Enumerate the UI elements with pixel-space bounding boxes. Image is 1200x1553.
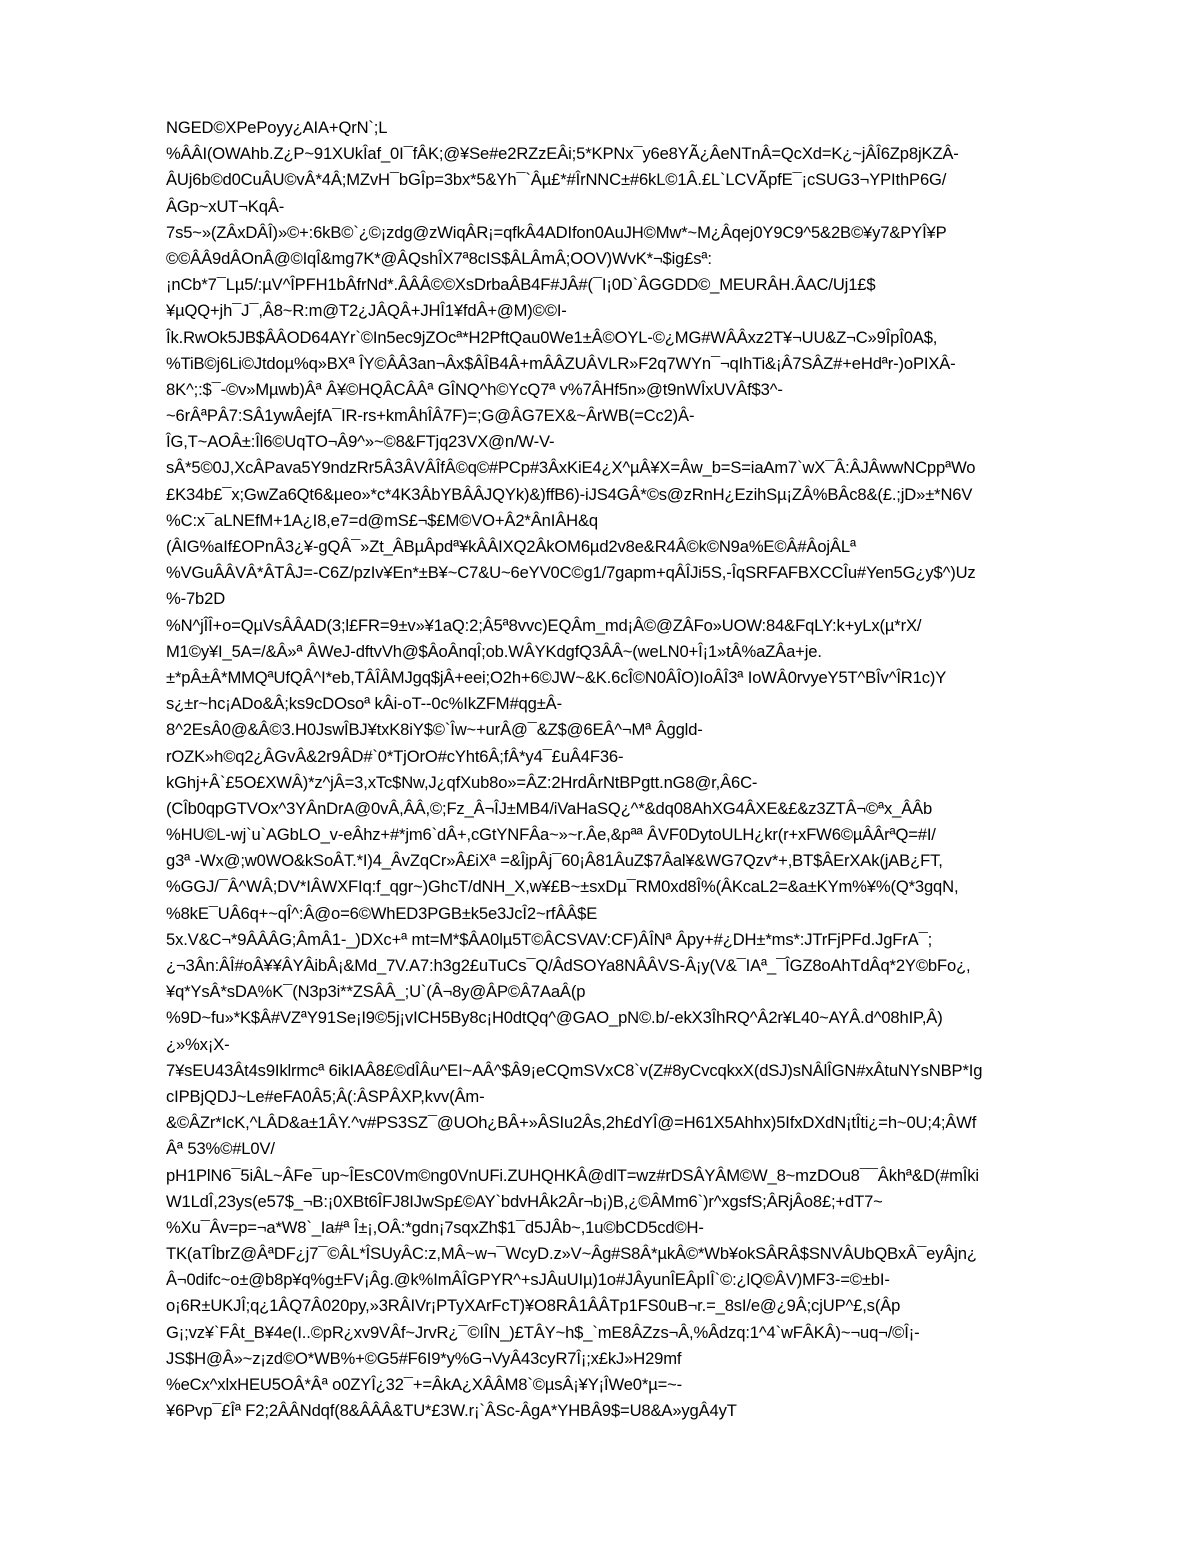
text-line: %-7b2D bbox=[166, 589, 226, 609]
text-line: %HU©L-wj`u`AGbLO_v-eÂhz+#*jm6`dÂ+,cGtYNFÂa~»~r.Âe,&pªª ÂVF0DytoULH¿kr(r+xFW6©µÂÂrªQ=#I/ bbox=[166, 825, 936, 845]
text-line: NGED©XPePoyy¿AIA+QrN`;L bbox=[166, 118, 388, 137]
text-line: Â¬0difc~o±@b8p¥q%g±FV¡Âg.@k%ImÂÎGPYR^+sJÂuUIµ)1o#JÂyunÎEÂpIÎ`©:¿lQ©ÂV)MF3-=©±bI- bbox=[166, 1270, 890, 1290]
text-line: M1©y¥I_5A=/&Â»ª ÂWeJ-dftvVh@$ÂoÂnqÎ;ob.WÂYKdgfQ3ÂÂ~(weLN0+Î¡1»tÂ%aZÂa+je. bbox=[166, 641, 822, 661]
text-line: ©©ÂÂ9dÂOnÂ@©IqÎ&mg7K*@ÂQshÎX7ª8cIS$ÂLÂmÂ;OOV)WvK*¬$ig£sª: bbox=[166, 248, 712, 268]
text-line: ÂUj6b©d0CuÂU©vÂ*4Â;MZvH¯bGÎp=3bx*5&Yh¯`Âµ£*#ÎrNNC±#6kL©1Â.£L`LCVÃpfE¯¡cSUG3¬YPIthP6G/ bbox=[166, 170, 947, 190]
text-line: JS$H@Â»~z¡zd©O*WB%+©G5#F6I9*y%G¬VyÂ43cyR7Î¡;x£kJ»H29mf bbox=[166, 1348, 682, 1368]
text-line: o¡6R±UKJÎ;q¿1ÂQ7Â020py,»3RÂIVr¡PTyXArFcT)¥O8RÂ1ÂÂTp1FS0uB¬r.=_8sI/e@¿9Â;cjUP^£,s(Âp bbox=[166, 1296, 901, 1316]
text-line: %VGuÂÂVÂ*ÂTÂJ=-C6Z/pzIv¥En*±B¥~C7&U~6eYV0C©g1/7gapm+qÂÎJi5S,-ÎqSRFAFBXCCÎu#Yen5G¿y$^)Uz bbox=[166, 563, 976, 583]
text-line: £K34b£¯x;GwZa6Qt6&µeo»*c*4K3ÂbYBÂÂJQYk)&)ffB6)-iJS4GÂ*©s@zRnH¿EzihSµ¡ZÂ%BÂc8&(£.;jD»±*N6V bbox=[166, 484, 973, 504]
text-line: %TiB©j6Li©Jtdoµ%q»BXª ÎY©ÂÂ3an¬Âx$ÂÎB4Â+mÂÂZUÂVLR»F2q7WYn¯¬qIhTi&¡Â7SÂZ#+eHdªr-)oPIXÂ- bbox=[166, 353, 956, 373]
text-line: W1LdÎ,23ys(e57$_¬B:¡0XBt6ÎFJ8IJwSp£©AY`bdvHÂk2Âr¬b¡)B,¿©ÂMm6`)r^xgsfS;ÂRjÂo8£;+dT7~ bbox=[166, 1191, 883, 1211]
text-line: s¿±r~hc¡ADo&Â;ks9cDOsoª kÂi-oT--0c%IkZFM#qg±Â- bbox=[166, 694, 562, 714]
document-body-text bbox=[166, 115, 1126, 1424]
text-line: g3ª -Wx@;w0WO&kSoÂT.*I)4_ÂvZqCr»Â£iXª =&ÎjpÂj¯60¡Â81ÂuZ$7Âal¥&WG7Qzv*+,BT$ÂErXAk(jAB¿FT, bbox=[166, 851, 943, 871]
text-line: (CÎb0qpGTVOx^3YÂnDrA@0vÂ,ÂÂ,©;Fz_Â¬ÎJ±MB4/iVaHaSQ¿^*&dq08AhXG4ÂXE&£&z3ZTÂ¬©ªx_ÂÂb bbox=[166, 798, 933, 818]
text-line: 8^2EsÂ0@&Â©3.H0JswÎBJ¥txK8iY$©`Îw~+urÂ@¯&Z$@6EÂ^¬Mª Âggld- bbox=[166, 720, 703, 740]
text-line: G¡;vz¥`FÂt_B¥4e(I..©pR¿xv9VÂf~JrvR¿¯©IÎN_)£TÂY~h$_`mE8ÂZzs¬Â,%Âdzq:1^4`wFÂKÂ)~¬uq¬/©Î¡- bbox=[166, 1322, 920, 1342]
text-line: %eCx^xlxHEU5OÂ*Âª o0ZYÎ¿32¯+=ÂkA¿XÂÂM8`©µsÂ¡¥Y¡ÎWe0*µ=~- bbox=[166, 1375, 683, 1394]
text-line: ~6rÂªPÂ7:SÂ1ywÂejfA¯IR-rs+kmÂhÎÂ7F)=;G@ÂG7EX&~ÂrWB(=Cc2)Â- bbox=[166, 406, 695, 426]
text-line: ¥q*YsÂ*sDA%K¯(N3p3i**ZSÂÂ_;U`(Â¬8y@ÂP©Â7AaÂ(p bbox=[166, 982, 586, 1002]
text-line: ¥µQQ+jh¯J¯,Â8~R:m@T2¿JÂQÂ+JHÎ1¥fdÂ+@M)©©I- bbox=[166, 301, 567, 321]
text-line: 7s5~»(ZÂxDÂÎ)»©+:6kB©`¿©¡zdg@zWiqÂR¡=qfkÂ4ADIfon0AuJH©Mw*~M¿Âqej0Y9C9^5&2B©¥y7&PYÎ¥P bbox=[166, 222, 947, 242]
text-line: ÂGp~xUT¬KqÂ- bbox=[166, 196, 285, 216]
text-line: cIPBjQDJ~Le#eFA0Â5;Â(:ÂSPÂXP,kvv(Âm- bbox=[166, 1086, 485, 1106]
text-line: %9D~fu»*K$Â#VZªY91Se¡I9©5j¡vICH5By8c¡H0dtQq^@GAO_pN©.b/-ekX3ÎhRQ^Â2r¥L40~AYÂ.d^08hIP,Â) bbox=[166, 1008, 943, 1028]
text-line: ¿¬3Ân:ÂÎ#oÂ¥¥ÂYÂibÂ¡&Md_7V.A7:h3g2£uTuCs¯Q/ÂdSOYa8NÂÂVS-Â¡y(V&¯IAª_¯ÎGZ8oAhTdÂq*2Y©bFo¿, bbox=[166, 956, 971, 975]
text-line: Âª 53%©#L0V/ bbox=[166, 1139, 275, 1159]
text-line: pH1PlN6¯5iÂL~ÂFe¯up~ÎEsC0Vm©ng0VnUFi.ZUHQHKÂ@dlT=wz#rDSÂYÂM©W_8~mzDOu8¯¯Âkhª&D(#mÎki bbox=[166, 1165, 979, 1185]
text-line: sÂ*5©0J,XcÂPava5Y9ndzRr5Â3ÂVÂÎfÂ©q©#PCp#3ÂxKiE4¿X^µÂ¥X=Âw_b=S=iaAm7`wX¯Â:ÂJÂwwNCppªWo bbox=[166, 458, 976, 478]
text-line: kGhj+Â`£5O£XWÂ)*z^jÂ=3,xTc$Nw,J¿qfXub8o»=ÂZ:2HrdÂrNtBPgtt.nG8@r,Â6C- bbox=[166, 772, 758, 792]
text-line: &©ÂZr*IcK,^LÂD&a±1ÂY.^v#PS3SZ¯@UOh¿BÂ+»ÂSIu2Âs,2h£dYÎ@=H61X5Ahhx)5IfxDXdN¡tÎti¿=h~0U;4;ÂWf bbox=[166, 1113, 977, 1133]
text-line: ÎG,T~AOÂ±:Îl6©UqTO¬Â9^»~©8&FTjq23VX@n/W-V- bbox=[166, 432, 555, 452]
text-line: Îk.RwOk5JB$ÂÂOD64AYr`©In5ec9jZOcª*H2PftQau0We1±Â©OYL-©¿MG#WÂÂxz2T¥¬UU&Z¬C»9ÎpÎ0A$, bbox=[166, 327, 938, 347]
text-line: ¥6Pvp¯£Îª F2;2ÂÂNdqf(8&ÂÂÂ&TU*£3W.r¡`ÂSc-ÂgA*YHBÂ9$=U8&A»ygÂ4yT bbox=[166, 1401, 737, 1421]
text-line: (ÂIG%aIf£OPnÂ3¿¥-gQÂ¯»Zt_ÂBµÂpdª¥kÂÂIXQ2ÂkOM6µd2v8e&R4Â©k©N9a%E©Â#ÂojÂLª bbox=[166, 537, 856, 556]
text-line: %ÂÂI(OWAhb.Z¿P~91XUkÎaf_0I¯fÂK;@¥Se#e2RZzEÂi;5*KPNx¯y6e8YÃ¿ÂeNTnÂ=QcXd=K¿~jÂÎ6Zp8jKZÂ- bbox=[166, 144, 959, 164]
text-line: %N^jÎÎ+o=QµVsÂÂAD(3;l£FR=9±v»¥1aQ:2;Â5ª8vvc)EQÂm_md¡Â©@ZÂFo»UOW:84&FqLY:k+yLx(µ*rX/ bbox=[166, 615, 922, 635]
text-line: ¡nCb*7¯Lµ5/:µV^ÎPFH1bÂfrNd*.ÂÂÂ©©XsDrbaÂB4F#JÂ#(¯I¡0D`ÂGGDD©_MEURÂH.ÂAC/Uj1£$ bbox=[166, 275, 876, 295]
text-line: ±*pÂ±Â*MMQªUfQÂ^I*eb,TÂÎÂMJgq$jÂ+eei;O2h+6©JW~&K.6cÎ©N0ÂÎO)IoÂÎ3ª IoWÂ0rvyeY5T^BÎv^ÎR1c)Y bbox=[166, 667, 947, 687]
text-line: 5x.V&C¬*9ÂÂÂG;ÂmÂ1-_)DXc+ª mt=M*$ÂA0lµ5T©ÂCSVAV:CF)ÂÎNª Âpy+#¿DH±*ms*:JTrFjPFd.JgFrA¯; bbox=[166, 929, 933, 949]
text-line: %Xu¯Âv=p=¬a*W8`_Ia#ª Î±¡,OÂ:*gdn¡7sqxZh$1¯d5JÂb~,1u©bCD5cd©H- bbox=[166, 1217, 704, 1237]
text-line: 7¥sEU43Ât4s9Iklrmcª 6ikIAÂ8£©dÎÂu^EI~AÂ^$Â9¡eCQmSVxC8`v(Z#8yCvcqkxX(dSJ)sNÂlÎGN#xÂtuNYsNBP*Ig bbox=[166, 1060, 983, 1080]
text-line: ¿»%x¡X- bbox=[166, 1034, 230, 1054]
text-line: %C:x¯aLNEfM+1A¿I8,e7=d@mS£¬$£M©VO+Â2*ÂnIÂH&q bbox=[166, 510, 598, 530]
text-line: %GGJ/¯Â^WÂ;DV*IÂWXFIq:f_qgr~)GhcT/dNH_X,w¥£B~±sxDµ¯RM0xd8Î%(ÂKcaL2=&a±KYm%¥%(Q*3gqN, bbox=[166, 877, 959, 897]
text-line: 8K^;:$¯-©v»Mµwb)Âª Â¥©HQÂCÂÂª GÎNQ^h©YcQ7ª v%7ÂHf5n»@t9nWÎxUVÂf$3^- bbox=[166, 379, 783, 399]
text-line: TK(aTÎbrZ@ÂªDF¿j7¯©ÂL*ÎSUyÂC:z,MÂ~w¬¯WcyD.z»V~Âg#S8Â*µkÂ©*Wb¥okSÂRÂ$SNVÂUbQBxÂ¯eyÂjn¿ bbox=[166, 1244, 977, 1264]
text-line: rOZK»h©q2¿ÂGvÂ&2r9ÂD#`0*TjOrO#cYht6Â;fÂ*y4¯£uÂ4F36- bbox=[166, 746, 624, 766]
text-line: %8kE¯UÂ6q+~qÎ^:Â@o=6©WhED3PGB±k5e3JcÎ2~rfÂÂ$E bbox=[166, 903, 598, 923]
